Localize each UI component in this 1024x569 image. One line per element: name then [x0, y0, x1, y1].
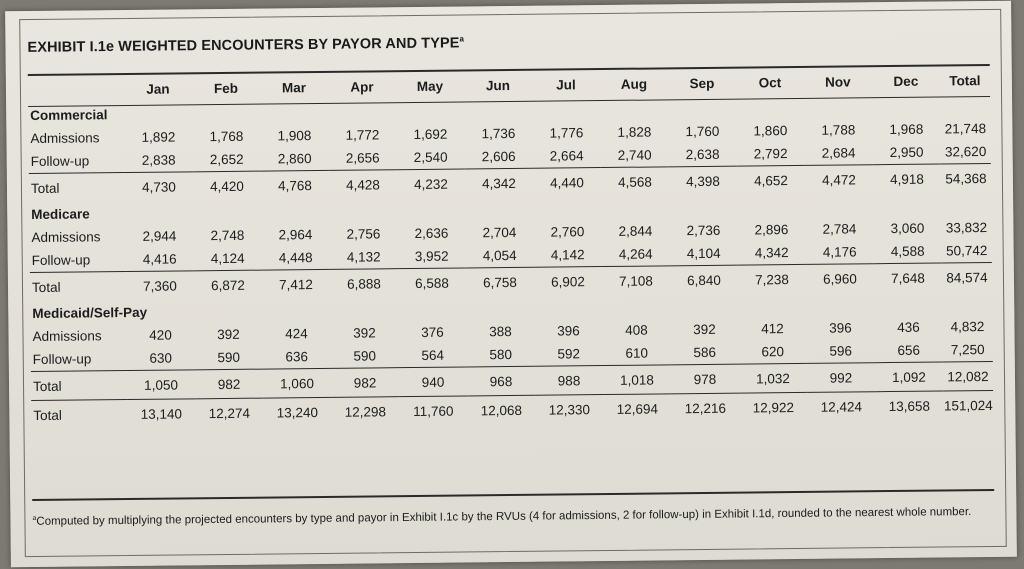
- value-cell: 4,132: [346, 249, 381, 265]
- value-cell: 2,684: [821, 145, 856, 161]
- value-cell: 4,264: [618, 246, 653, 262]
- section-heading: Medicaid/Self-Pay: [32, 304, 148, 321]
- value-cell: 4,124: [210, 250, 245, 267]
- header-cell-aug: Aug: [620, 76, 648, 92]
- value-cell: 388: [489, 323, 512, 340]
- value-cell: 412: [761, 321, 784, 337]
- value-cell: 2,760: [550, 224, 585, 240]
- value-cell: 586: [693, 344, 717, 361]
- value-cell: 590: [217, 349, 241, 366]
- footnote-marker: a: [32, 514, 37, 523]
- value-cell: 1,692: [413, 126, 448, 143]
- header-cell-apr: Apr: [350, 78, 374, 95]
- value-cell: 50,742: [945, 243, 988, 259]
- row-label: Total: [30, 272, 126, 302]
- header-cell-jun: Jun: [485, 77, 510, 93]
- value-cell: 1,050: [127, 370, 195, 400]
- value-cell: 13,240: [263, 397, 331, 426]
- value-cell: 12,922: [739, 392, 807, 421]
- header-cell-mar: Mar: [281, 79, 307, 95]
- value-cell: 12,330: [535, 395, 603, 424]
- value-cell: 2,792: [753, 146, 788, 162]
- value-cell: 2,756: [346, 226, 381, 242]
- value-cell: 12,298: [331, 397, 399, 426]
- value-cell: 21,748: [944, 121, 987, 137]
- value-cell: 436: [897, 319, 920, 335]
- value-cell: 592: [557, 346, 581, 362]
- value-cell: 151,024: [943, 390, 993, 419]
- value-cell: 12,274: [195, 398, 263, 427]
- value-cell: 982: [195, 369, 263, 399]
- value-cell: 3,952: [414, 248, 449, 265]
- header-cell-feb: Feb: [213, 80, 239, 96]
- value-cell: 6,588: [398, 268, 466, 297]
- value-cell: 1,828: [617, 124, 652, 140]
- value-cell: 376: [421, 324, 444, 340]
- value-cell: 4,342: [465, 168, 533, 197]
- row-label: Admissions: [30, 130, 100, 147]
- header-cell-jul: Jul: [556, 76, 576, 93]
- value-cell: 1,788: [821, 122, 856, 138]
- value-cell: 408: [625, 322, 648, 338]
- value-cell: 392: [693, 321, 716, 338]
- value-cell: 2,784: [822, 221, 857, 237]
- value-cell: 4,918: [873, 164, 941, 193]
- value-cell: 4,472: [805, 165, 873, 194]
- value-cell: 7,238: [738, 264, 806, 293]
- value-cell: 4,420: [193, 171, 261, 200]
- value-cell: 992: [807, 363, 875, 393]
- value-cell: 1,736: [481, 125, 516, 142]
- value-cell: 2,606: [481, 148, 516, 165]
- value-cell: 988: [535, 366, 603, 396]
- value-cell: 968: [467, 366, 535, 396]
- header-cell-dec: Dec: [893, 73, 919, 89]
- value-cell: 6,872: [194, 270, 262, 299]
- value-cell: 2,740: [617, 147, 652, 163]
- value-cell: 1,776: [549, 125, 584, 141]
- value-cell: 4,142: [550, 247, 585, 263]
- value-cell: 1,772: [345, 127, 380, 143]
- header-cell-oct: Oct: [758, 74, 782, 90]
- value-cell: 396: [829, 320, 852, 336]
- header-cell-total: Total: [949, 72, 981, 88]
- value-cell: 4,568: [601, 167, 669, 196]
- value-cell: 12,216: [671, 393, 739, 422]
- value-cell: 636: [285, 349, 309, 365]
- value-cell: 2,748: [210, 227, 245, 244]
- value-cell: 13,140: [127, 399, 195, 428]
- value-cell: 396: [557, 323, 580, 339]
- section-heading: Commercial: [30, 106, 108, 123]
- value-cell: 4,652: [737, 165, 805, 194]
- value-cell: 2,704: [482, 224, 517, 241]
- value-cell: 6,840: [670, 265, 738, 294]
- value-cell: 982: [331, 368, 399, 398]
- exhibit-title: EXHIBIT I.1e WEIGHTED ENCOUNTERS BY PAYOR AND TYPE$^a$: [27, 34, 465, 56]
- value-cell: 2,664: [549, 148, 584, 164]
- value-cell: 4,832: [950, 319, 985, 335]
- value-cell: 4,428: [329, 170, 397, 199]
- value-cell: 4,398: [669, 166, 737, 195]
- value-cell: 4,104: [686, 245, 721, 262]
- value-cell: 2,656: [345, 150, 380, 166]
- value-cell: 1,018: [603, 365, 671, 395]
- value-cell: 424: [285, 326, 308, 342]
- value-cell: 4,448: [278, 250, 313, 266]
- header-cell-blank: [28, 76, 124, 103]
- value-cell: 2,636: [414, 225, 449, 242]
- value-cell: 6,888: [330, 269, 398, 298]
- value-cell: 656: [897, 342, 921, 358]
- value-cell: 564: [421, 347, 445, 363]
- value-cell: 1,968: [889, 121, 924, 138]
- value-cell: 7,648: [874, 263, 942, 292]
- value-cell: 392: [217, 326, 240, 343]
- value-cell: 2,860: [277, 151, 312, 167]
- value-cell: 4,176: [822, 244, 857, 260]
- value-cell: 7,250: [950, 342, 985, 358]
- value-cell: 7,412: [262, 269, 330, 298]
- value-cell: 12,424: [807, 392, 875, 421]
- row-label: Admissions: [32, 328, 102, 345]
- value-cell: 1,060: [263, 368, 331, 398]
- value-cell: 32,620: [944, 144, 987, 160]
- section-heading: Medicare: [31, 205, 90, 222]
- value-cell: 2,736: [686, 222, 721, 239]
- row-label: Follow-up: [30, 153, 90, 170]
- value-cell: 7,108: [602, 266, 670, 295]
- value-cell: 4,588: [890, 243, 925, 260]
- value-cell: 6,902: [534, 267, 602, 296]
- value-cell: 420: [149, 327, 172, 343]
- value-cell: 1,768: [209, 128, 244, 145]
- value-cell: 4,730: [125, 172, 193, 201]
- value-cell: 1,032: [739, 363, 807, 393]
- value-cell: 6,758: [466, 267, 534, 296]
- table-body: [28, 93, 993, 429]
- value-cell: 4,342: [754, 245, 789, 261]
- value-cell: 2,950: [889, 144, 924, 161]
- value-cell: 13,658: [875, 391, 943, 420]
- value-cell: 2,896: [754, 222, 789, 238]
- header-cell-nov: Nov: [825, 73, 851, 90]
- title-footnote-marker: a: [459, 34, 465, 44]
- value-cell: 1,860: [753, 123, 788, 139]
- value-cell: 2,844: [618, 223, 653, 239]
- value-cell: 1,760: [685, 123, 720, 140]
- value-cell: 6,960: [806, 264, 874, 293]
- header-cell-sep: Sep: [689, 75, 715, 91]
- encounters-table: [28, 67, 994, 429]
- value-cell: 2,540: [413, 149, 448, 166]
- row-label: Total: [29, 173, 125, 203]
- value-cell: 1,892: [141, 129, 176, 145]
- value-cell: 54,368: [941, 163, 991, 192]
- value-cell: 12,694: [603, 394, 671, 423]
- value-cell: 590: [353, 348, 377, 364]
- value-cell: 84,574: [942, 262, 992, 291]
- value-cell: 2,652: [209, 151, 244, 168]
- value-cell: 33,832: [945, 220, 988, 236]
- value-cell: 7,360: [126, 271, 194, 300]
- value-cell: 940: [399, 367, 467, 397]
- value-cell: 11,760: [399, 396, 467, 425]
- value-cell: 596: [829, 343, 853, 359]
- value-cell: 1,092: [875, 362, 943, 392]
- value-cell: 978: [671, 364, 739, 394]
- row-label: Total: [31, 400, 127, 430]
- row-label: Follow-up: [32, 351, 92, 368]
- value-cell: 610: [625, 345, 649, 361]
- row-label: Total: [31, 371, 127, 401]
- header-cell-may: May: [416, 78, 444, 94]
- value-cell: 2,838: [141, 152, 176, 168]
- row-label: Follow-up: [31, 252, 91, 269]
- value-cell: 12,068: [467, 395, 535, 424]
- value-cell: 580: [489, 346, 513, 363]
- scanned-page: [5, 1, 1017, 568]
- header-cell-jan: Jan: [146, 81, 170, 97]
- row-label: Admissions: [31, 229, 101, 246]
- value-cell: 630: [149, 350, 173, 366]
- footnote-text: Computed by multiplying the projected encounters by type and payor in Exhibit I.1c by the RVUs (4 for admissions, 2 for follow-up) in Exhibit I.1d, rounded to the nearest whole number.: [36, 506, 972, 528]
- value-cell: 620: [761, 344, 785, 360]
- value-cell: 4,054: [482, 247, 517, 264]
- value-cell: 4,768: [261, 170, 329, 199]
- value-cell: 392: [353, 325, 376, 341]
- value-cell: 4,232: [397, 169, 465, 198]
- value-cell: 2,638: [685, 146, 720, 163]
- value-cell: 1,908: [277, 128, 312, 144]
- value-cell: 3,060: [890, 220, 925, 237]
- value-cell: 4,440: [533, 168, 601, 197]
- value-cell: 4,416: [142, 251, 177, 267]
- value-cell: 12,082: [943, 361, 993, 391]
- value-cell: 2,964: [278, 227, 313, 243]
- value-cell: 2,944: [142, 228, 177, 244]
